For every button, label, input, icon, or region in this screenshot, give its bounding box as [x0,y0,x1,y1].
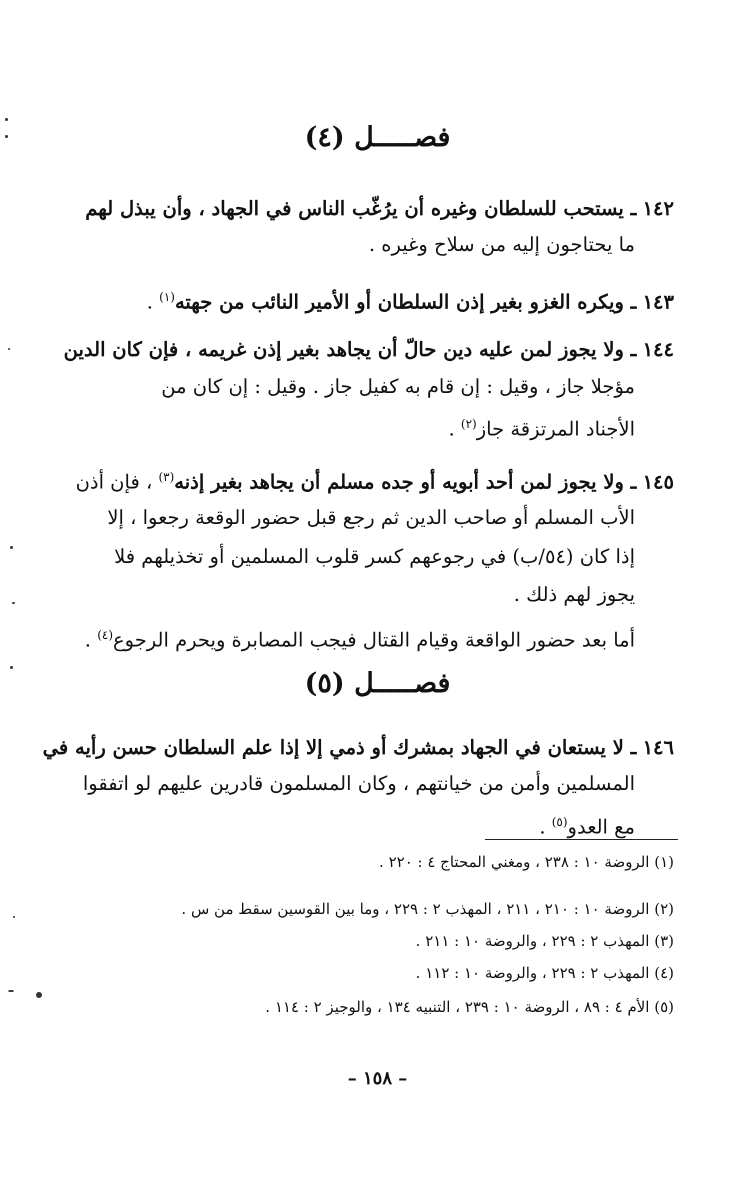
paragraph-142-line-2: ما يحتاجون إليه من سلاح وغيره . [368,233,635,256]
paragraph-144-line-2: مؤجلا جاز ، وقيل : إن قام به كفيل جاز . وقيل : إن كان من [161,375,635,398]
section-heading-5: فصـــــل (٥) [304,668,451,699]
line-tail: . [448,417,461,441]
scan-speck [13,916,15,918]
page-number: – ١٥٨ – [347,1068,408,1089]
item-number: ١٤٣ [642,290,674,314]
scan-speck [10,546,13,549]
footnote-4: (٤) المهذب ٢ : ٢٢٩ ، والروضة ١٠ : ١١٢ . [415,964,674,982]
footnote-ref[interactable]: (٢) [460,417,477,431]
scan-speck [8,990,14,992]
paragraph-144-line-3 [105,406,635,448]
item-text: ـ ولا يجوز لمن أحد أبويه أو جده مسلم أن يجاهد بغير إذنه [174,470,637,494]
footnote-2: (٢) الروضة ١٠ : ٢١٠ ، ٢١١ ، المهذب ٢ : ٢٢٩ ، وما بين القوسين سقط من س . [181,900,674,918]
line-tail: . [539,815,552,839]
paragraph-146-line-2: المسلمين وأمن من خيانتهم ، وكان المسلمون قادرين عليهم لو اتفقوا [82,772,635,795]
paragraph-145-line-5 [84,617,635,659]
footnote-1: (١) الروضة ١٠ : ٢٣٨ ، ومغني المحتاج ٤ : ٢٢٠ . [379,853,674,871]
scan-speck [5,118,8,121]
footnote-5: (٥) الأم ٤ : ٨٩ ، الروضة ١٠ : ٢٣٩ ، التنبيه ١٣٤ ، والوجيز ٢ : ١١٤ . [265,998,674,1016]
footnote-3: (٣) المهذب ٢ : ٢٢٩ ، والروضة ١٠ : ٢١١ . [415,932,674,950]
paragraph-145-line-2: الأب المسلم أو صاحب الدين ثم رجع قبل حضور الوقعة رجعوا ، إلا [107,506,635,529]
item-number: ١٤٦ [642,736,674,759]
scan-speck [36,992,42,998]
line-tail: . [84,628,98,652]
footnote-ref[interactable]: (١) [159,290,175,304]
scan-speck [12,602,15,604]
footnote-ref[interactable]: (٣) [158,470,175,484]
item-text: ـ ويكره الغزو بغير إذن السلطان أو الأمير النائب من جهته [174,290,637,314]
line-tail: . [146,290,160,314]
paragraph-142-line-1 [85,191,674,227]
line-text: الأجناد المرتزقة جاز [476,417,635,441]
footnote-ref[interactable]: (٥) [551,815,568,829]
footnote-ref[interactable]: (٤) [97,628,114,642]
footnote-divider [485,839,678,840]
section-heading-4: فصـــــل (٤) [304,122,451,153]
item-number: ١٤٥ [642,470,674,494]
scan-speck [8,348,10,350]
item-text: ـ ولا يجوز لمن عليه دين حالّ أن يجاهد بغير إذن غريمه ، فإن كان الدين [63,338,637,361]
paragraph-146-line-1 [42,730,674,766]
line-tail: ، فإن أذن [75,470,159,494]
line-text: أما بعد حضور الواقعة وقيام القتال فيجب المصابرة ويحرم الرجوع [113,628,635,652]
paragraph-145-line-3: إذا كان (٥٤/ب) في رجوعهم كسر قلوب المسلمين أو تخذيلهم فلا [114,545,635,568]
line-text: مع العدو [567,815,635,839]
item-number: ١٤٤ [642,338,674,361]
item-number: ١٤٢ [642,197,674,220]
paragraph-143-line-1 [105,279,674,321]
scan-speck [10,666,13,669]
paragraph-144-line-1 [63,332,674,368]
paragraph-145-line-4: يجوز لهم ذلك . [513,583,635,606]
paragraph-145-line-1 [75,459,674,501]
scan-speck [5,135,8,138]
item-text: ـ لا يستعان في الجهاد بمشرك أو ذمي إلا إذا علم السلطان حسن رأيه في [42,736,637,759]
item-text: ـ يستحب للسلطان وغيره أن يرُغّب الناس في الجهاد ، وأن يبذل لهم [85,197,637,220]
